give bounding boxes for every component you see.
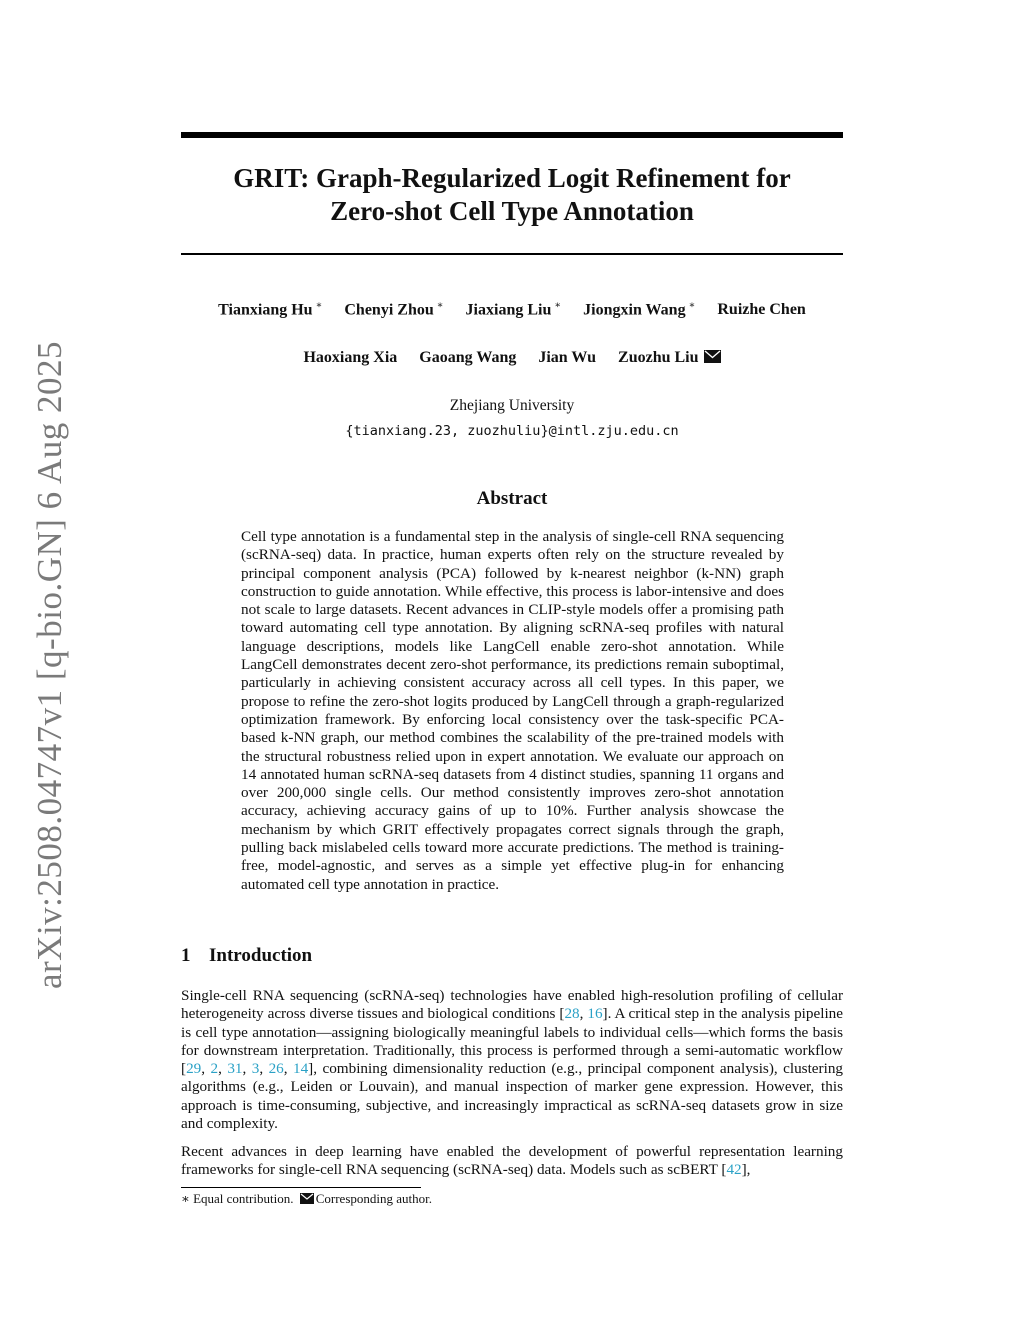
footnote-equal-contribution: ∗ Equal contribution. <box>181 1191 294 1206</box>
affiliation: Zhejiang University <box>449 397 575 414</box>
author: Jiongxin Wang ∗ <box>583 300 696 319</box>
author: Gaoang Wang <box>419 349 517 366</box>
author: Chenyi Zhou ∗ <box>344 300 444 319</box>
introduction-paragraph-2: Recent advances in deep learning have enabled the development of powerful representation learning frameworks for single-cell RNA sequencing (scRNA-seq) data. Models such as scBERT [42], <box>181 1143 843 1179</box>
section-heading-introduction <box>181 945 312 967</box>
author: Jiaxiang Liu ∗ <box>465 300 562 319</box>
citation-link[interactable]: 2 <box>210 1060 219 1078</box>
citation-link[interactable]: 29 <box>186 1060 202 1078</box>
paper-title <box>181 162 843 228</box>
author: Ruizhe Chen <box>717 301 806 319</box>
citation-link[interactable]: 31 <box>227 1060 243 1078</box>
citation-link[interactable]: 16 <box>587 1005 603 1023</box>
section-title: Introduction <box>209 945 313 966</box>
citation-link[interactable]: 26 <box>268 1060 284 1078</box>
arxiv-stamp <box>20 340 80 990</box>
author: Jian Wu <box>538 349 597 366</box>
author: Tianxiang Hu ∗ <box>218 300 323 319</box>
footnote-corresponding: Corresponding author. <box>315 1191 432 1206</box>
author: Zuozhu Liu <box>618 349 720 367</box>
author-list-row-1 <box>181 300 843 319</box>
abstract-heading: Abstract <box>476 488 548 509</box>
author: Haoxiang Xia <box>303 349 398 366</box>
author-email: {tianxiang.23, zuozhuliu}@intl.zju.edu.cn <box>345 423 679 439</box>
envelope-icon <box>300 1193 314 1204</box>
envelope-icon <box>704 350 721 363</box>
citation-link[interactable]: 28 <box>564 1005 580 1023</box>
citation-link[interactable]: 3 <box>251 1060 260 1078</box>
title-line-2: Zero-shot Cell Type Annotation <box>330 196 694 226</box>
title-line-1: GRIT: Graph-Regularized Logit Refinement for <box>233 163 791 193</box>
introduction-paragraph-1: Single-cell RNA sequencing (scRNA-seq) technologies have enabled high-resolution profiling of cellular heterogeneity across diverse tissues and biological conditions [28, 16]. A critical step in the analysis pipeline is cell type annotation—assigning biologically meaningful labels to individual cells—which forms the basis for downstream interpretation. Traditionally, this process is performed through a semi-automatic workflow [29, 2, 31, 3, 26, 14], combining dimensionality reduction (e.g., principal component analysis), clustering algorithms (e.g., Leiden or Louvain), and manual inspection of marker gene expression. However, this approach is time-consuming, subjective, and increasingly impractical as scRNA-seq datasets grow in size and complexity. <box>181 987 844 1133</box>
citation-link[interactable]: 42 <box>726 1161 742 1179</box>
section-number: 1 <box>181 945 191 966</box>
title-bottom-rule <box>181 253 843 255</box>
title-top-rule <box>181 132 843 138</box>
arxiv-id: arXiv:2508.04747v1 [q-bio.GN] 6 Aug 2025 <box>30 340 69 990</box>
abstract-text: Cell type annotation is a fundamental step in the analysis of single-cell RNA sequencing (scRNA-seq) data. In practice, human experts often rely on the structure revealed by principal component analysis (PCA) followed by k-nearest neighbor (k-NN) graph construction to guide annotation. While effective, this process is labor-intensive and does not scale to large datasets. Recent advances in CLIP-style models offer a promising path toward automating cell type annotation. By aligning scRNA-seq profiles with natural language descriptions, models like LangCell enable zero-shot annotation. While LangCell demonstrates decent zero-shot performance, its predictions remain suboptimal, particularly in achieving consistent accuracy across all cell types. In this paper, we propose to refine the zero-shot logits produced by LangCell through a graph-regularized optimization framework. By enforcing local consistency over the task-specific PCA-based k-NN graph, our method combines the scalability of the pre-trained models with the structural robustness relied upon in expert annotation. We evaluate our approach on 14 annotated human scRNA-seq datasets from 4 distinct studies, spanning 11 organs and over 200,000 single cells. Our method consistently improves zero-shot annotation accuracy, achieving accuracy gains of up to 10%. Further analysis showcase the mechanism by which GRIT effectively propagates correct signals through the graph, pulling back mislabeled cells toward more accurate predictions. The method is training-free, model-agnostic, and serves as a simple yet effective plug-in for enhancing automated cell type annotation in practice. <box>241 528 784 893</box>
citation-link[interactable]: 14 <box>292 1060 309 1078</box>
author-list-row-2 <box>181 349 843 367</box>
footnote-rule <box>181 1187 421 1188</box>
footnote <box>181 1191 432 1207</box>
